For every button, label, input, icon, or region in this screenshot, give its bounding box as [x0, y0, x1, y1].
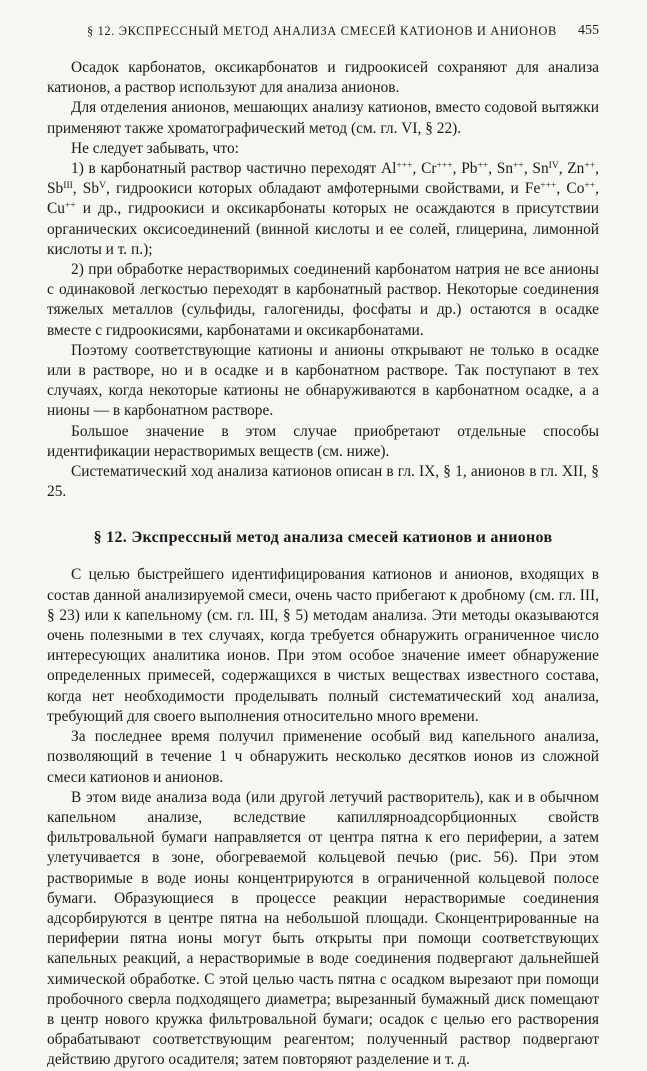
- page-body: [47, 58, 599, 1071]
- paragraph: С целью быстрейшего идентифицирования катионов и анионов, входящих в состав данной анализируемой смеси, очень часто прибегают к дробному (см. гл. III, § 23) или к капельному (см. гл. III, § 5) методам анализа. Эти методы оказываются очень полезными в тех случаях, когда требуется обнаружить ограниченное число интересующих аналитика ионов. При этом особое значение имеет обнаружение определенных примесей, содержащихся в чистых веществах известного состава, когда нет необходимости проделывать полный систематический ход анализа, требующий для своего выполнения относительно много времени.: [47, 566, 599, 725]
- paragraph: Систематический ход анализа катионов описан в гл. IX, § 1, анионов в гл. XII, § 25.: [47, 463, 599, 501]
- book-page: [47, 18, 599, 1071]
- paragraph: В этом виде анализа вода (или другой летучий растворитель), как и в обычном капельном анализе, вследствие капиллярноадсорбционных свойств фильтровальной бумаги направляется от центра пятна к его периферии, а затем улетучивается в зоне, обогреваемой кольцевой печью (рис. 56). При этом растворимые в воде ионы концентрируются в ограниченной кольцевой полосе бумаги. Образующиеся в процессе реакции нерастворимые соединения адсорбируются в центре пятна на небольшой площади. Сконцентрированные на периферии пятна ионы могут быть открыты при помощи соответствующих капельных реакций, а нерастворимые в воде соединения подвергают дальнейшей химической обработке. С этой целью часть пятна с осадком вырезают при помощи пробочного сверла подходящего диаметра; вырезанный бумажный диск помещают в центр нового кружка фильтровальной бумаги; осадок с целью его растворения обрабатывают соответствующим реагентом; полученный раствор подвергают действию другого осадителя; затем повторяют разделение и т. д.: [47, 788, 599, 1069]
- paragraph: Поэтому соответствующие катионы и анионы открывают не только в осадке или в растворе, но и в осадке и в карбонатном растворе. Так поступают в тех случаях, когда некоторые катионы не обнаруживаются в карбонатном осадке, а а нионы — в карбонатном растворе.: [47, 341, 599, 420]
- paragraph: Не следует забывать, что:: [71, 139, 239, 157]
- paragraph: 2) при обработке нерастворимых соединений карбонатом натрия не все анионы с одинаковой легкостью переходят в карбонатный раствор. Некоторые соединения тяжелых металлов (сульфиды, галогениды, фосфаты и др.) остаются в осадке вместе с гидроокисями, карбонатами и оксикарбонатами.: [47, 261, 599, 339]
- running-title: § 12. ЭКСПРЕССНЫЙ МЕТОД АНАЛИЗА СМЕСЕЙ КАТИОНОВ И АНИОНОВ: [87, 24, 557, 38]
- section-title: § 12. Экспрессный метод анализа смесей катионов и анионов: [93, 529, 553, 547]
- paragraph: Для отделения анионов, мешающих анализу катионов, вместо содовой вытяжки применяют также хроматографический метод (см. гл. VI, § 22).: [47, 99, 599, 137]
- page-header: [47, 18, 599, 40]
- paragraph: За последнее время получил применение особый вид капельного анализа, позволяющий в течение 1 ч обнаружить несколько десятков ионов из сложной смеси катионов и анионов.: [47, 728, 599, 786]
- paragraph-ions: 1) в карбонатный раствор частично переходят Al+++, Cr+++, Pb++, Sn++, $Sn^{IV}$, Zn++, $Sb^{III}$, $Sb^V$, гидроокиси которых обладают амфотерными свойствами, и Fe+++, Co++, Cu++ и др., гидроокиси и оксикарбонаты которых не осаждаются в присутствии органических оксисоединений (винной кислоты и ее солей, глицерина, лимонной кислоты и т. п.);: [47, 159, 600, 258]
- paragraph: Большое значение в этом случае приобретают отдельные способы идентификации нерастворимых веществ (см. ниже).: [47, 422, 599, 460]
- page-number: 455: [578, 23, 599, 38]
- paragraph: Осадок карбонатов, оксикарбонатов и гидроокисей сохраняют для анализа катионов, а раствор используют для анализа анионов.: [47, 59, 599, 97]
